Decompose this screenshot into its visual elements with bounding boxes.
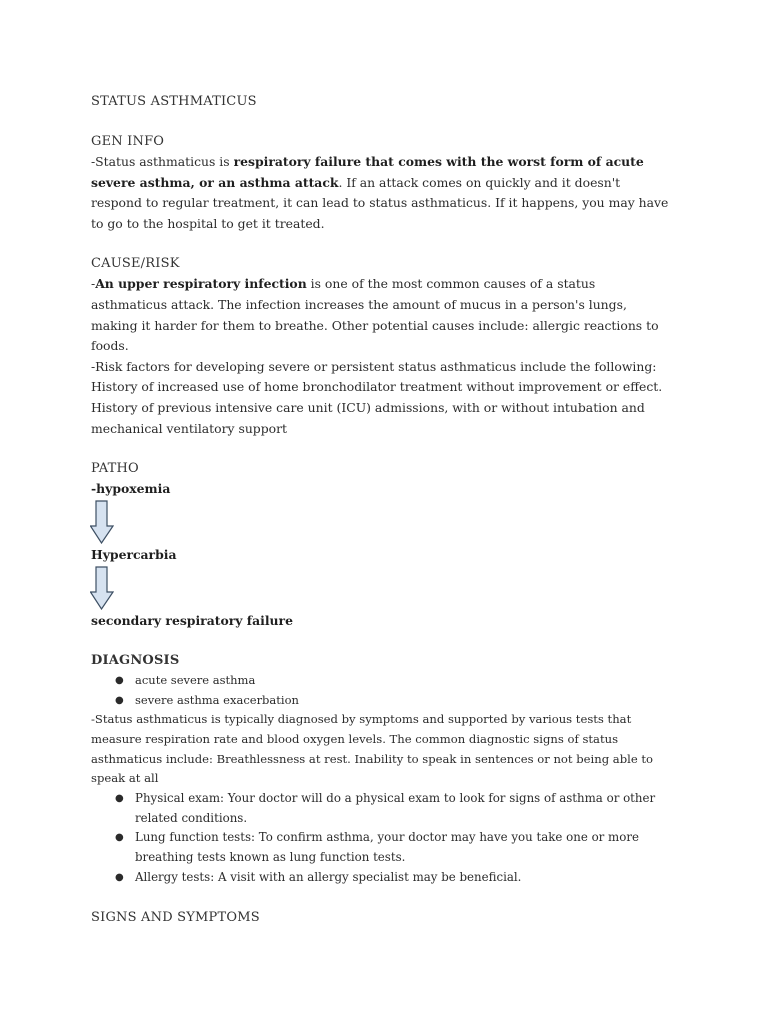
- bullet-icon: ●: [115, 832, 124, 844]
- risk-factors-intro: -Risk factors for developing severe or persistent status asthmaticus include the following:: [91, 358, 657, 374]
- list-item: ● Allergy tests: A visit with an allergy specialist may be beneficial.: [91, 868, 671, 888]
- diagnosis-test-list: [91, 789, 671, 887]
- bullet-icon: ●: [115, 871, 124, 883]
- bullet-icon: ●: [115, 675, 124, 687]
- risk-factor-icu: History of previous intensive care unit (ICU) admissions, with or without intubation and mechanical ventilatory support: [91, 399, 645, 436]
- gen-info-bold-definition: respiratory failure that comes with the worst form of acute severe asthma, or an asthma attack: [91, 154, 644, 190]
- diagnosis-paragraph: -Status asthmaticus is typically diagnosed by symptoms and supported by various tests that measure respiration rate and blood oxygen levels. The common diagnostic signs of status asthmaticus include: Breathlessness at rest. Inability to speak in sentences or not being able to speak at all: [91, 711, 654, 786]
- list-item: ● Lung function tests: To confirm asthma, your doctor may have you take one or more breathing tests known as lung function tests.: [115, 830, 639, 864]
- down-arrow-icon: [91, 565, 671, 611]
- cause-paragraph: -An upper respiratory infection is one of the most common causes of a status asthmaticus attack. The infection increases the amount of mucus in a person's lungs, making it harder for them to breathe. Other potential causes include: allergic reactions to foods.: [91, 276, 659, 354]
- diagnosis-heading: DIAGNOSIS: [91, 653, 180, 669]
- cause-risk-heading: CAUSE/RISK: [91, 256, 180, 272]
- list-item: ● Physical exam: Your doctor will do a physical exam to look for signs of asthma or other related conditions.: [115, 791, 656, 825]
- document-title: STATUS ASTHMATICUS: [91, 94, 257, 109]
- document-page: [91, 92, 671, 887]
- diagnosis-type-list: [91, 671, 671, 710]
- cause-bold-infection: An upper respiratory infection: [95, 276, 307, 292]
- list-item: ● acute severe asthma: [91, 671, 671, 690]
- bullet-icon: ●: [115, 793, 124, 805]
- gen-info-heading: GEN INFO: [91, 134, 165, 149]
- list-item: ● severe asthma exacerbation: [91, 691, 671, 710]
- down-arrow-icon: [91, 499, 671, 545]
- patho-step-respiratory-failure: secondary respiratory failure: [91, 613, 293, 629]
- patho-step-hypoxemia: -hypoxemia: [91, 481, 171, 497]
- signs-symptoms-heading: SIGNS AND SYMPTOMS: [91, 910, 260, 925]
- patho-heading: PATHO: [91, 461, 139, 477]
- patho-step-hypercarbia: Hypercarbia: [91, 547, 177, 563]
- risk-factor-bronchodilator: History of increased use of home bronchodilator treatment without improvement or effect.: [91, 379, 663, 395]
- bullet-icon: ●: [115, 694, 124, 706]
- gen-info-paragraph: -Status asthmaticus is respiratory failure that comes with the worst form of acute severe asthma, or an asthma attack. If an attack comes on quickly and it doesn't respond to regular treatment, it can lead to status asthmaticus. If it happens, you may have to go to the hospital to get it treated.: [91, 154, 669, 231]
